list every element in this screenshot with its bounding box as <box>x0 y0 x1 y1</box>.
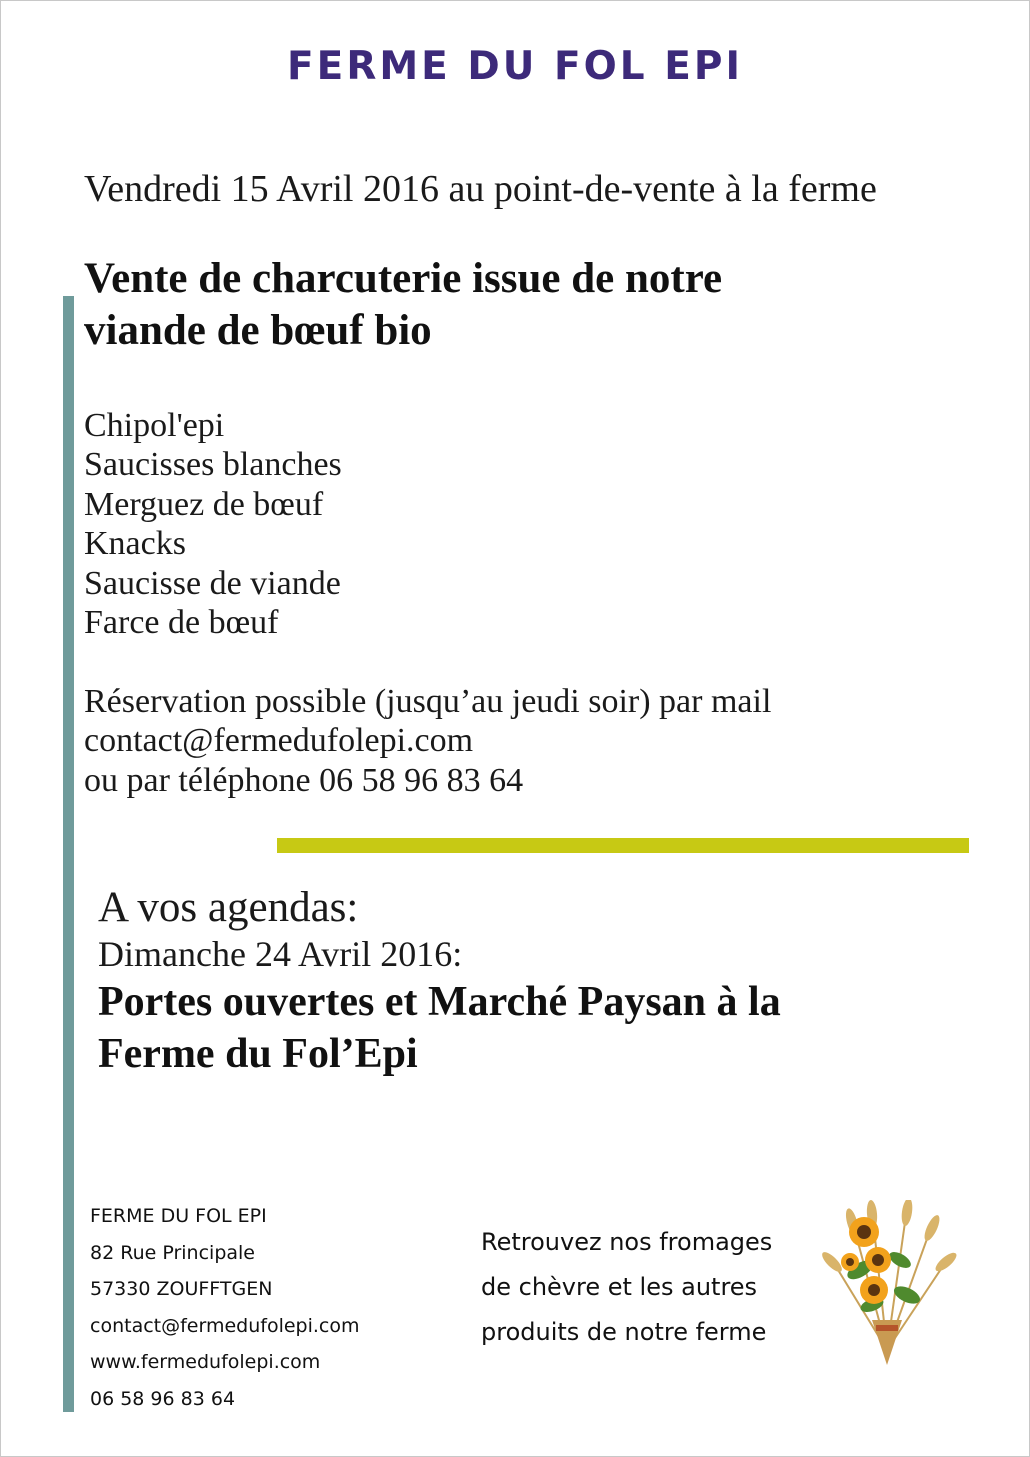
side-accent-bar <box>63 296 74 1412</box>
product-item: Knacks <box>84 525 186 563</box>
footer-address <box>90 1198 360 1417</box>
reservation-email: contact@fermedufolepi.com <box>84 722 474 760</box>
address-line: 57330 ZOUFFTGEN <box>90 1278 273 1300</box>
reservation-phone: ou par téléphone 06 58 96 83 64 <box>84 761 524 799</box>
promo-line: Retrouvez nos fromages <box>481 1228 773 1256</box>
promo-line: de chèvre et les autres <box>481 1273 758 1301</box>
address-line: FERME DU FOL EPI <box>90 1205 267 1227</box>
promo-line: produits de notre ferme <box>481 1318 767 1346</box>
address-line: contact@fermedufolepi.com <box>90 1314 360 1337</box>
headline-line: Vente de charcuterie issue de notre <box>84 255 723 302</box>
product-list <box>84 406 342 642</box>
reservation-info <box>84 682 771 800</box>
agenda-event-line: Portes ouvertes et Marché Paysan à la <box>98 979 781 1025</box>
product-item: Saucisses blanches <box>84 446 342 484</box>
product-item: Saucisse de viande <box>84 564 341 602</box>
sunflower-bouquet-icon <box>812 1200 962 1370</box>
product-item: Farce de bœuf <box>84 604 279 642</box>
reservation-text: Réservation possible (jusqu’au jeudi soir) par mail <box>84 683 772 720</box>
address-line: www.fermedufolepi.com <box>90 1351 321 1373</box>
agenda-date: Dimanche 24 Avril 2016: <box>98 934 463 974</box>
headline-line: viande de bœuf bio <box>84 307 432 354</box>
promo-text <box>481 1220 772 1355</box>
product-item: Chipol'epi <box>84 407 225 444</box>
agenda-title: A vos agendas: <box>98 884 359 931</box>
agenda-event <box>98 976 998 1080</box>
section-divider <box>277 838 969 853</box>
sale-date-line: Vendredi 15 Avril 2016 au point-de-vente à la ferme <box>84 168 877 210</box>
address-line: 06 58 96 83 64 <box>90 1387 236 1410</box>
agenda-event-line: Ferme du Fol’Epi <box>98 1031 418 1077</box>
sale-headline <box>84 253 984 357</box>
address-line: 82 Rue Principale <box>90 1241 255 1264</box>
farm-title: FERME DU FOL EPI <box>287 44 743 89</box>
product-item: Merguez de bœuf <box>84 485 324 523</box>
